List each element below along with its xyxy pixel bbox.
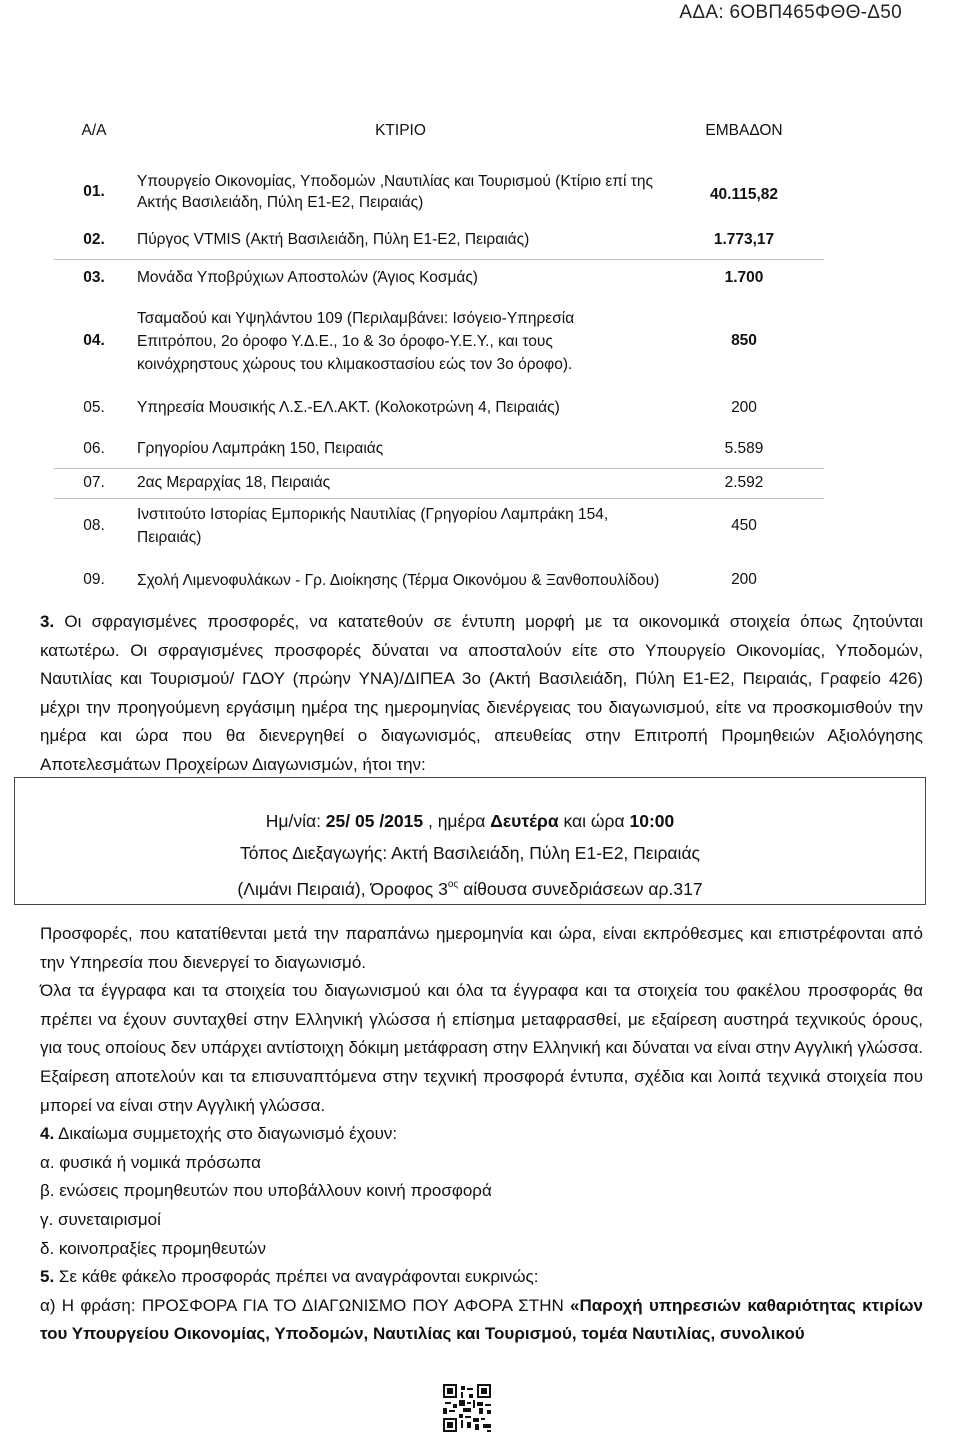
row-number: 05. bbox=[83, 398, 105, 416]
section-4-item: γ. συνεταιρισμοί bbox=[40, 1209, 161, 1229]
table-row bbox=[54, 468, 824, 498]
table-row bbox=[54, 498, 824, 554]
row-number: 03. bbox=[83, 269, 105, 287]
table-row bbox=[54, 259, 824, 297]
row-area: 1.773,17 bbox=[664, 221, 824, 259]
row-area: 5.589 bbox=[664, 430, 824, 468]
meeting-day: Δευτέρα bbox=[490, 811, 559, 831]
row-number: 01. bbox=[83, 183, 105, 200]
row-number: 04. bbox=[83, 332, 105, 349]
section-5-number: 5. bbox=[40, 1267, 55, 1287]
section-4-item: δ. κοινοπραξίες προμηθευτών bbox=[40, 1238, 266, 1258]
row-number: 02. bbox=[54, 221, 134, 259]
section-4-title bbox=[40, 1120, 923, 1149]
header-area: ΕΜΒΑΔΟΝ bbox=[705, 121, 783, 139]
section-4-number: 4. bbox=[40, 1124, 55, 1144]
qr-code-icon bbox=[443, 1384, 491, 1432]
meeting-room-line bbox=[15, 869, 925, 905]
row-building: Υπηρεσία Μουσικής Λ.Σ.-ΕΛ.ΑΚΤ. (Κολοκοτρώνη 4, Πειραιάς) bbox=[137, 398, 560, 416]
table-row bbox=[54, 163, 824, 221]
row-building: Ινστιτούτο Ιστορίας Εμπορικής Ναυτιλίας (Γρηγορίου Λαμπράκη 154, Πειραιάς) bbox=[137, 506, 609, 547]
section-5-item-a-phrase: «Παροχή υπηρεσιών καθαριότητας κτιρίων του Υπουργείου Οικονομίας, Υποδομών, Ναυτιλίας και Τουρισμού, τομέα Ναυτιλίας, συνολικού bbox=[40, 1295, 923, 1344]
row-area: 200 bbox=[731, 571, 757, 588]
meeting-details-box bbox=[14, 777, 926, 905]
row-number: 09. bbox=[83, 571, 105, 588]
section-5-text: Σε κάθε φάκελο προσφοράς πρέπει να αναγράφονται ευκρινώς: bbox=[54, 1267, 539, 1287]
row-number: 07. bbox=[54, 468, 134, 498]
header-building: ΚΤΙΡΙΟ bbox=[375, 121, 426, 139]
section-3-number: 3. bbox=[40, 612, 55, 631]
meeting-time: 10:00 bbox=[629, 811, 675, 831]
documents-language-paragraph: Όλα τα έγγραφα και τα στοιχεία του διαγωνισμού και όλα τα έγγραφα και τα στοιχεία του φακέλου προσφοράς θα πρέπει να έχουν συνταχθεί στην Ελληνική γλώσσα ή επίσημα μεταφρασθεί, με εξαίρεση αυστηρά τεχνικούς όρους, για τους οποίους δεν υπάρχει αντίστοιχη δόκιμη μετάφραση στην Ελληνική και δύναται να είναι στην Αγγλική γλώσσα. Εξαίρεση αποτελούν και τα επισυναπτόμενα στην τεχνική προσφορά έντυπα, σχέδια και λοιπά τεχνικά στοιχεία που μπορεί να είναι στην Αγγλική γλώσσα. bbox=[40, 981, 923, 1115]
meeting-room-suffix: αίθουσα συνεδριάσεων αρ.317 bbox=[458, 879, 703, 899]
section-5-item-a-prefix: α) Η φράση: ΠΡΟΣΦΟΡΑ ΓΙΑ ΤΟ ΔΙΑΓΩΝΙΣΜΟ ΠΟΥ ΑΦΟΡΑ ΣΤΗΝ bbox=[40, 1295, 571, 1315]
meeting-time-prefix: και ώρα bbox=[558, 811, 630, 831]
row-building: Γρηγορίου Λαμπράκη 150, Πειραιάς bbox=[134, 430, 664, 468]
body-paragraphs bbox=[40, 920, 923, 1349]
row-building: Υπουργείο Οικονομίας, Υποδομών ,Ναυτιλίας και Τουρισμού (Κτίριο επί της Ακτής Βασιλειάδη, Πύλη Ε1-Ε2, Πειραιάς) bbox=[137, 173, 653, 211]
row-building: 2ας Μεραρχίας 18, Πειραιάς bbox=[134, 468, 664, 498]
row-building: Σχολή Λιμενοφυλάκων - Γρ. Διοίκησης (Τέρμα Οικονόμου & Ξανθοπουλίδου) bbox=[137, 571, 660, 589]
row-building: Πύργος VTMIS (Ακτή Βασιλειάδη, Πύλη Ε1-Ε2, Πειραιάς) bbox=[134, 221, 664, 259]
meeting-floor-suffix: ος bbox=[447, 879, 459, 890]
meeting-day-prefix: , ημέρα bbox=[423, 811, 491, 831]
section-3-paragraph bbox=[40, 608, 923, 780]
section-4-text: Δικαίωμα συμμετοχής στο διαγωνισμό έχουν: bbox=[54, 1124, 398, 1144]
row-number: 06. bbox=[54, 430, 134, 468]
section-4-item: β. ενώσεις προμηθευτών που υποβάλλουν κοινή προσφορά bbox=[40, 1181, 492, 1201]
meeting-place-line: Τόπος Διεξαγωγής: Ακτή Βασιλειάδη, Πύλη Ε1-Ε2, Πειραιάς bbox=[239, 843, 700, 863]
row-number: 08. bbox=[83, 517, 105, 535]
buildings-table bbox=[54, 98, 824, 606]
row-building: Τσαμαδού και Υψηλάντου 109 (Περιλαμβάνει: Ισόγειο-Υπηρεσία Επιτρόπου, 2ο όροφο Υ.Δ.Ε., 1ο & 3ο όροφο-Υ.Ε.Υ., και τους κοινόχρηστους χώρους του κλιμακοστασίου εώς τον 3ο όροφο). bbox=[137, 309, 575, 373]
table-row bbox=[54, 297, 824, 385]
row-area: 850 bbox=[731, 332, 757, 349]
row-area: 1.700 bbox=[724, 269, 764, 287]
section-4-item: α. φυσικά ή νομικά πρόσωπα bbox=[40, 1152, 261, 1172]
section-5-item-a bbox=[40, 1292, 923, 1349]
row-area: 450 bbox=[731, 517, 757, 535]
table-row bbox=[54, 385, 824, 430]
ada-code: ΑΔΑ: 6ΟΒΠ465ΦΘΘ-Δ50 bbox=[679, 2, 902, 23]
late-offers-paragraph: Προσφορές, που κατατίθενται μετά την παραπάνω ημερομηνία και ώρα, είναι εκπρόθεσμες και επιστρέφονται από την Υπηρεσία που διενεργεί το διαγωνισμό. bbox=[40, 924, 923, 972]
row-area: 200 bbox=[731, 398, 757, 416]
meeting-date: 25/ 05 /2015 bbox=[325, 811, 424, 831]
meeting-date-line bbox=[15, 805, 925, 837]
row-area: 40.115,82 bbox=[709, 186, 779, 203]
table-header-row bbox=[54, 98, 824, 163]
section-5-title bbox=[40, 1263, 923, 1292]
table-row bbox=[54, 221, 824, 259]
meeting-date-label: Ημ/νία: bbox=[265, 811, 326, 831]
row-building: Μονάδα Υποβρύχιων Αποστολών (Άγιος Κοσμάς) bbox=[137, 269, 478, 287]
table-row bbox=[54, 430, 824, 468]
meeting-room-prefix: (Λιμάνι Πειραιά), Όροφος 3 bbox=[237, 879, 448, 899]
header-number: Α/Α bbox=[81, 121, 107, 139]
section-3-text: Οι σφραγισμένες προσφορές, να κατατεθούν σε έντυπη μορφή με τα οικονομικά στοιχεία όπως ζητούνται κατωτέρω. Οι σφραγισμένες προσφορές δύναται να αποσταλούν είτε στο Υπουργείο Οικονομίας, Υποδομών, Ναυτιλίας και Τουρισμού/ ΓΔΟΥ (πρώην ΥΝΑ)/ΔΙΠΕΑ 3ο (Ακτή Βασιλειάδη, Πύλη Ε1-Ε2, Πειραιάς, Γραφείο 426) μέχρι την προηγούμενη εργάσιμη ημέρα της ημερομηνίας διενέργειας του διαγωνισμού, είτε να προσκομισθούν την ημέρα και ώρα που θα διενεργηθεί ο διαγωνισμός, απευθείας στην Επιτροπή Προμηθειών Αξιολόγησης Αποτελεσμάτων Προχείρων Διαγωνισμών, ήτοι την: bbox=[40, 612, 923, 774]
table-row bbox=[54, 554, 824, 606]
row-area: 2.592 bbox=[664, 468, 824, 498]
